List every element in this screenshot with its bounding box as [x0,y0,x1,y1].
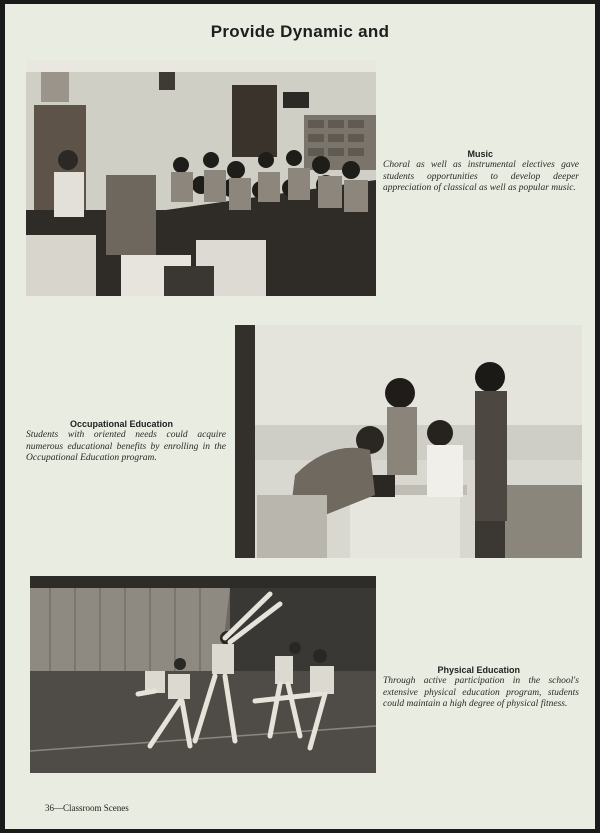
music-photo-illustration [26,60,376,296]
music-caption: Choral as well as instrumental electives gave students opportunities to develop deeper appreciation of classical as well as popular music. [383,160,579,193]
occupational-photo-illustration [235,325,582,558]
physical-photo [30,576,376,773]
occupational-photo [235,325,582,558]
physical-title: Physical Education [437,665,520,675]
music-title: Music [467,149,493,159]
page-headline: Provide Dynamic and [210,22,390,41]
physical-caption: Through active participation in the school's extensive physical education program, students could maintain a high degree of physical fitness. [383,676,579,709]
music-photo [26,60,376,296]
occupational-title: Occupational Education [69,419,173,429]
page-folio: 36—Classroom Scenes [45,803,129,813]
occupational-caption: Students with oriented needs could acquire numerous educational benefits by enrolling in the Occupational Education program. [26,430,226,463]
physical-photo-illustration [30,576,376,773]
